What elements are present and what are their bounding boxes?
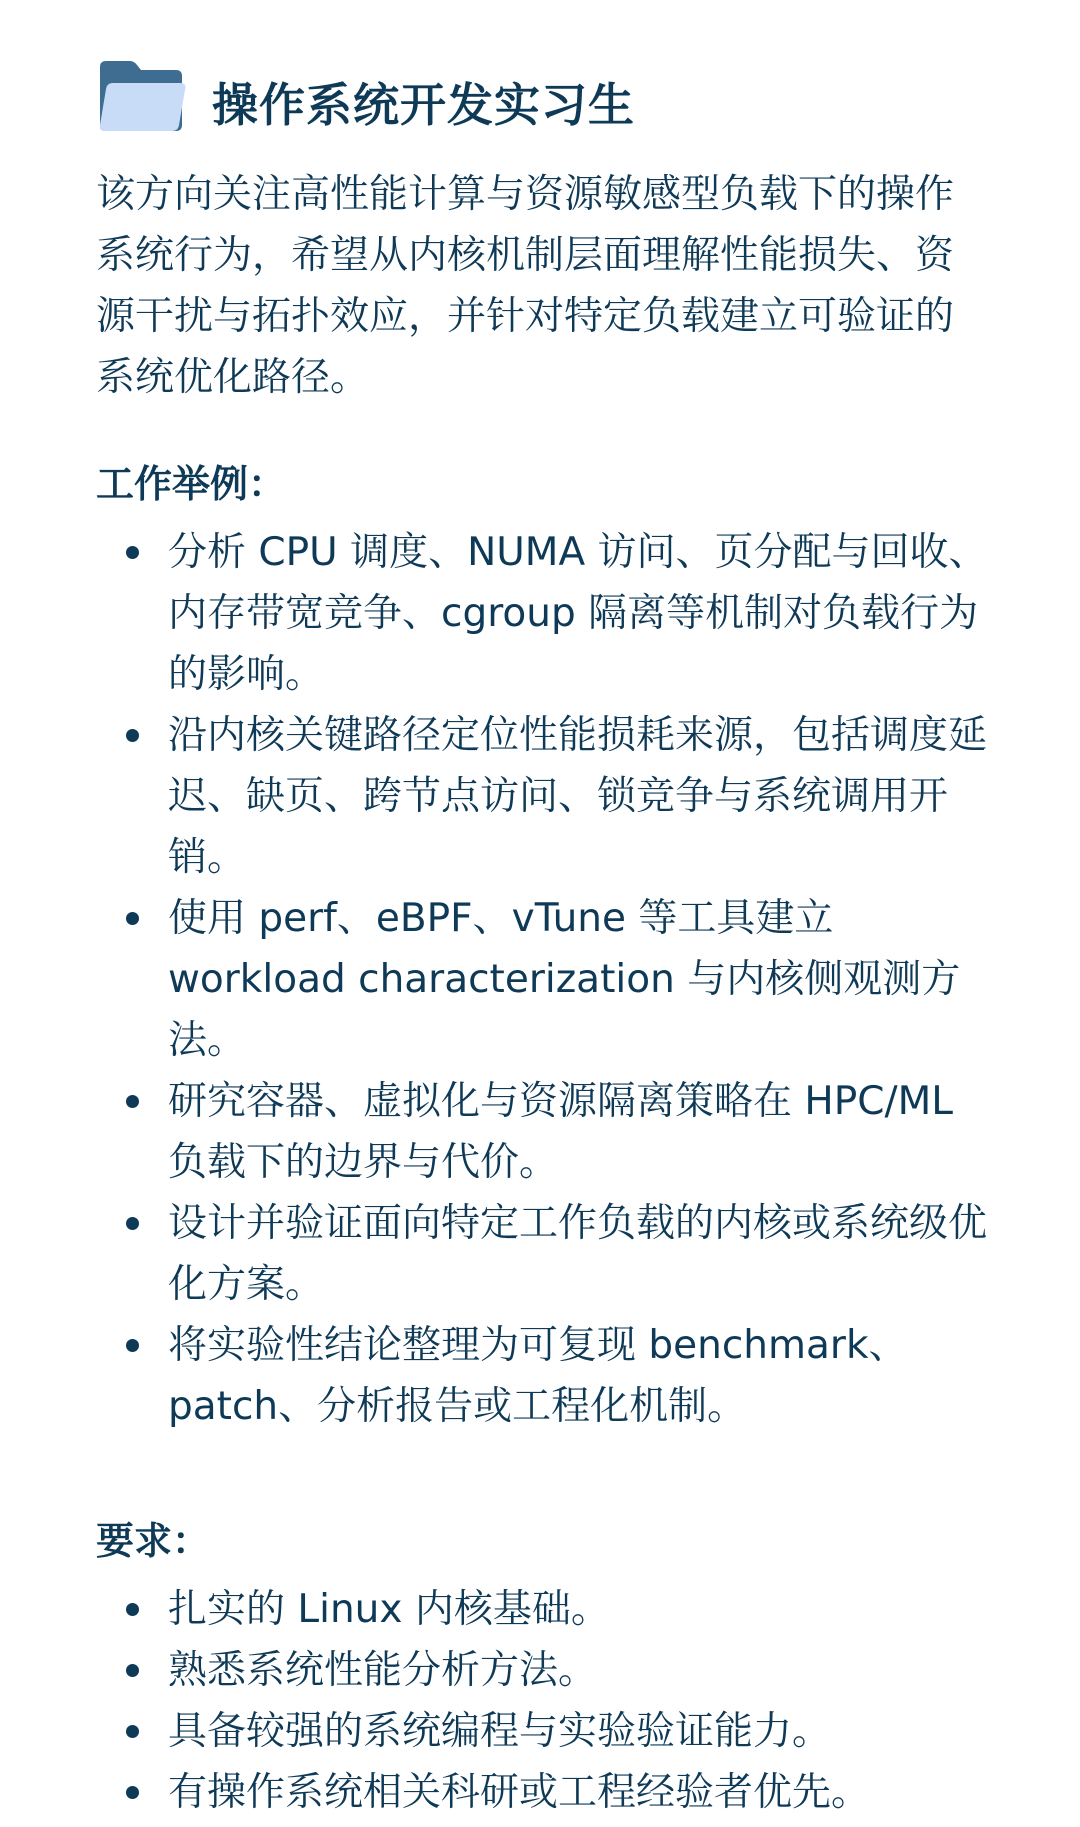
bullet-icon [126,1786,139,1799]
list-item [96,1579,998,1640]
list-item-text: 设计并验证面向特定工作负载的内核或系统级优化方案。 [168,1201,988,1307]
list-item-text: 有操作系统相关科研或工程经验者优先。 [168,1770,871,1815]
bullet-icon [126,1603,139,1616]
bullet-icon [126,1664,139,1677]
list-item-text: 扎实的 Linux 内核基础。 [168,1587,610,1632]
requirements-heading: 要求： [96,1519,211,1563]
bullet-icon [126,1339,139,1352]
list-item [96,522,998,705]
header [96,56,986,138]
bullet-icon [126,1725,139,1738]
list-item-text: 分析 CPU 调度、NUMA 访问、页分配与回收、内存带宽竞争、cgroup 隔离等机制对负载行为的影响。 [168,530,988,697]
list-item [96,1701,998,1762]
list-item [96,1762,998,1823]
intro-paragraph: 该方向关注高性能计算与资源敏感型负载下的操作系统行为，希望从内核机制层面理解性能损失、资源干扰与拓扑效应，并针对特定负载建立可验证的系统优化路径。 [96,172,955,400]
list-item [96,1315,998,1437]
page-title: 操作系统开发实习生 [212,78,635,132]
bullet-icon [126,912,139,925]
list-item [96,1193,998,1315]
list-item-text: 具备较强的系统编程与实验验证能力。 [168,1709,832,1754]
bullet-icon [126,1217,139,1230]
examples-heading: 工作举例： [96,462,287,506]
list-item [96,705,998,888]
examples-list [96,522,986,1437]
list-item [96,1640,998,1701]
list-item-text: 研究容器、虚拟化与资源隔离策略在 HPC/ML 负载下的边界与代价。 [168,1079,953,1185]
list-item [96,888,998,1071]
requirements-list [96,1579,986,1823]
folder-icon [96,59,188,135]
bullet-icon [126,1095,139,1108]
list-item-text: 将实验性结论整理为可复现 benchmark、patch、分析报告或工程化机制。 [168,1323,908,1429]
list-item-text: 使用 perf、eBPF、vTune 等工具建立 workload characterization 与内核侧观测方法。 [168,896,961,1063]
list-item-text: 沿内核关键路径定位性能损耗来源，包括调度延迟、缺页、跨节点访问、锁竞争与系统调用开销。 [168,713,988,880]
bullet-icon [126,729,139,742]
list-item-text: 熟悉系统性能分析方法。 [168,1648,598,1693]
list-item [96,1071,998,1193]
bullet-icon [126,546,139,559]
